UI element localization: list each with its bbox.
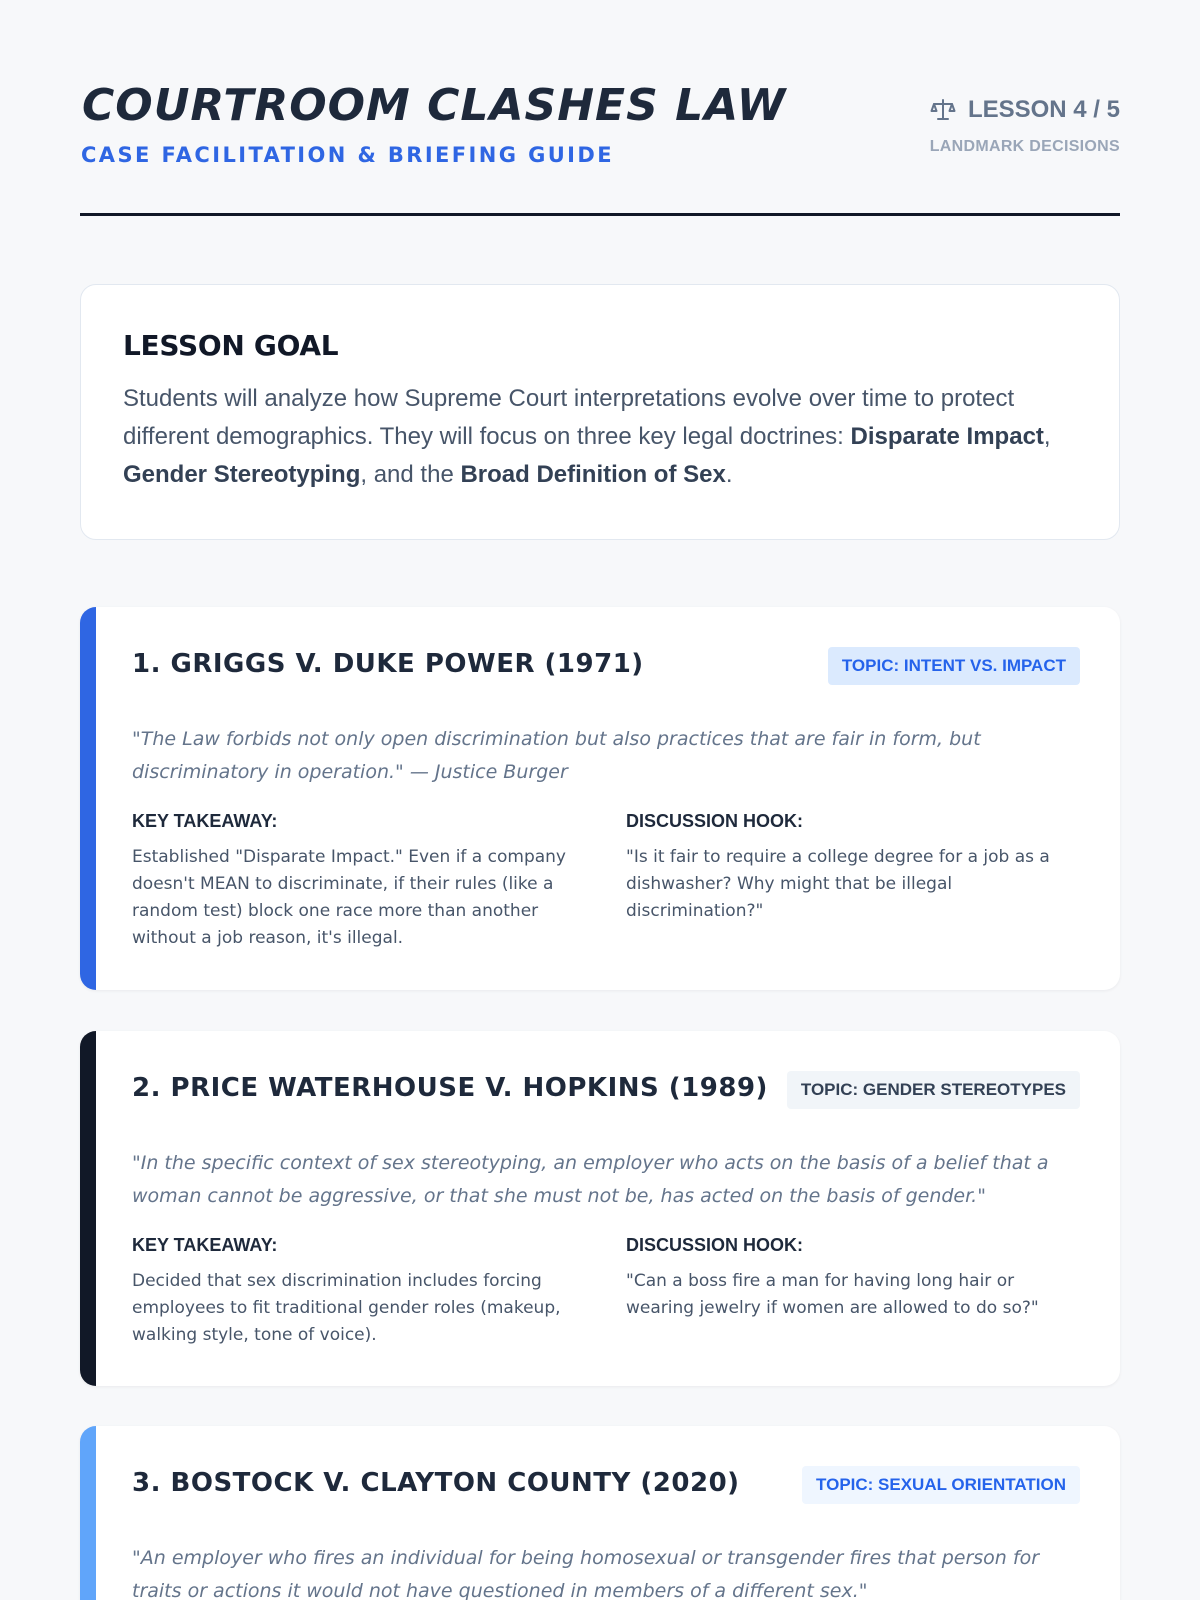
discussion-hook: [626, 1235, 1080, 1349]
case-title: 1. GRIGGS V. DUKE POWER (1971): [132, 649, 644, 679]
lesson-unit: LANDMARK DECISIONS: [929, 138, 1120, 155]
case-quote: "The Law forbids not only open discrimination but also practices that are fair in form, but discriminatory in operation." — Justice Burger: [132, 728, 981, 783]
lesson-goal-heading: LESSON GOAL: [123, 329, 339, 362]
doctrine-term: Gender Stereotyping: [123, 461, 361, 488]
key-takeaway: [132, 811, 586, 952]
topic-tag: TOPIC: GENDER STEREOTYPES: [787, 1071, 1080, 1109]
key-takeaway-text: Established "Disparate Impact." Even if a company doesn't MEAN to discriminate, if their rules (like a random test) block one race more than another without a job reason, it's illegal.: [132, 847, 566, 948]
topic-tag: TOPIC: SEXUAL ORIENTATION: [802, 1466, 1080, 1504]
lesson-indicator: [930, 96, 1120, 156]
case-title: 3. BOSTOCK V. CLAYTON COUNTY (2020): [132, 1468, 740, 1498]
page-title: COURTROOM CLASHES LAW: [82, 80, 787, 131]
page-subtitle: CASE FACILITATION & BRIEFING GUIDE: [81, 143, 614, 167]
discussion-hook-text: "Is it fair to require a college degree for a job as a dishwasher? Why might that be illegal discrimination?": [626, 847, 1050, 921]
key-takeaway-text: Decided that sex discrimination includes forcing employees to fit traditional gender roles (makeup, walking style, tone of voice).: [132, 1271, 561, 1345]
case-card: [80, 1426, 1120, 1600]
case-card: [80, 607, 1120, 990]
case-quote: "In the specific context of sex stereotyping, an employer who acts on the basis of a belief that a woman cannot be aggressive, or that she must not be, has acted on the basis of gender.": [132, 1152, 1049, 1207]
topic-tag: TOPIC: INTENT VS. IMPACT: [828, 647, 1080, 685]
page-header: [80, 0, 1120, 216]
key-takeaway: [132, 1235, 586, 1349]
doctrine-term: Broad Definition of Sex: [460, 461, 726, 488]
case-title: 2. PRICE WATERHOUSE V. HOPKINS (1989): [132, 1073, 768, 1103]
case-card: [80, 1031, 1120, 1386]
discussion-hook-label: DISCUSSION HOOK:: [626, 1235, 804, 1255]
key-takeaway-label: KEY TAKEAWAY:: [132, 1235, 278, 1255]
discussion-hook: [626, 811, 1080, 952]
doctrine-term: Disparate Impact: [850, 423, 1044, 450]
discussion-hook-label: DISCUSSION HOOK:: [626, 811, 804, 831]
lesson-goal-card: [80, 284, 1120, 540]
case-quote: "An employer who fires an individual for being homosexual or transgender fires that person for traits or actions it would not have questioned in members of a different sex.": [132, 1547, 1040, 1600]
lesson-goal-text: Students will analyze how Supreme Court interpretations evolve over time to protect different demographics. They will focus on three key legal doctrines: Disparate Impact, Gender Stereotyping, and the Broad Definition of Sex.: [123, 385, 1051, 488]
discussion-hook-text: "Can a boss fire a man for having long hair or wearing jewelry if women are allowed to do so?": [626, 1271, 1039, 1318]
key-takeaway-label: KEY TAKEAWAY:: [132, 811, 278, 831]
lesson-number: LESSON 4 / 5: [967, 96, 1120, 123]
scales-icon: [930, 97, 956, 123]
